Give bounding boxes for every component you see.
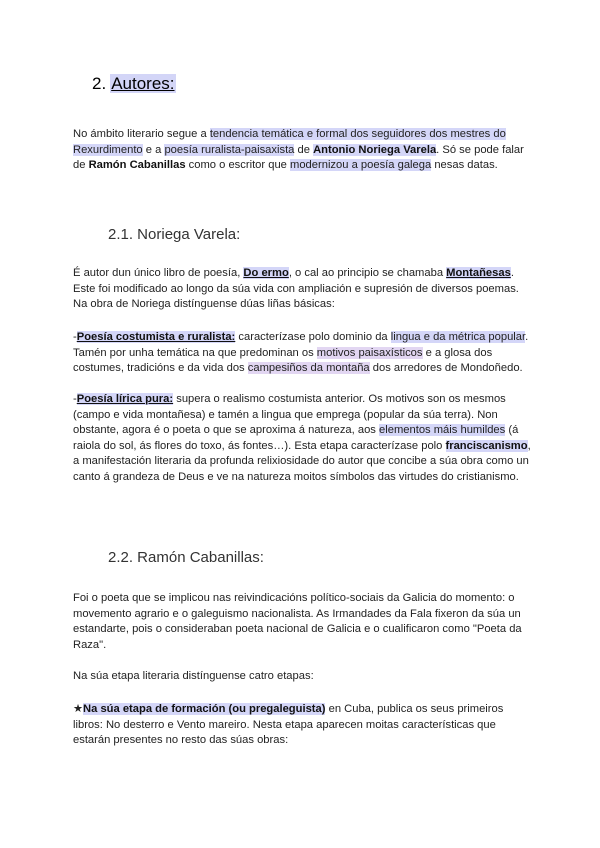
star-icon: ★ xyxy=(73,703,84,715)
text-run: - xyxy=(73,331,77,343)
text-run: en Cuba, publica os seus primeiros libros: No desterro e Vento mareiro. Nesta etapa aparecen moitas características que estarán presentes no resto das súas obras: xyxy=(73,703,504,747)
section-2-heading xyxy=(92,73,176,95)
book-title-montanesas: Montañesas xyxy=(446,267,511,279)
term-poesia-costumista: Poesía costumista e ruralista: xyxy=(76,331,236,343)
term-franciscanismo: franciscanismo xyxy=(445,439,528,452)
highlight: tendencia temática e formal dos seguidores dos mestres do Rexurdimento xyxy=(73,128,506,156)
text-run: nesas datas. xyxy=(431,159,498,172)
highlight: modernizou a poesía galega xyxy=(290,159,432,172)
noriega-paragraph-1 xyxy=(73,266,533,313)
text-run: . Este foi modificado ao longo da súa vida con ampliación e supresión de diversos poemas. Na obra de Noriega distínguense dúas liñas básicas: xyxy=(73,267,519,311)
noriega-paragraph-2 xyxy=(73,330,533,377)
highlight: elementos máis humildes xyxy=(379,424,506,437)
text-run: e a glosa dos costumes, tradicións e da vida dos xyxy=(73,346,493,375)
text-run: . Só se pode falar de xyxy=(73,143,524,172)
cabanillas-paragraph-3 xyxy=(73,702,533,749)
text-run: , o cal ao principio se chamaba xyxy=(288,267,447,279)
text-run: como o escritor que xyxy=(185,159,291,172)
text-run: . Tamén por unha temática na que predominan os xyxy=(73,331,529,359)
text-run: É autor dun único libro de poesía, xyxy=(73,267,244,279)
author-name-cabanillas: Ramón Cabanillas xyxy=(88,159,186,172)
text-run: dos arredores de Mondoñedo. xyxy=(369,362,523,375)
text-run: caracterízase polo dominio da xyxy=(235,331,391,343)
author-name-noriega: Antonio Noriega Varela xyxy=(313,143,437,156)
text-run: , a manifestación literaria da profunda relixiosidade do autor que concibe a súa obra como un canto á grandeza de Deus e ve na natureza moitos símbolos das virtudes do cristianismo. xyxy=(73,439,531,483)
section-2-number: 2. xyxy=(92,74,107,93)
text-run: No ámbito literario segue a xyxy=(73,128,210,140)
text-run: de xyxy=(294,143,314,156)
highlight: motivos paisaxísticos xyxy=(316,346,423,359)
text-run: (á raiola do sol, ás flores do toxo, ás fontes…). Esta etapa caracterízase polo xyxy=(73,424,519,452)
highlight: poesía ruralista-paisaxista xyxy=(164,143,295,156)
term-poesia-lirica: Poesía lírica pura: xyxy=(76,393,174,405)
noriega-paragraph-3 xyxy=(73,392,533,486)
highlight: lingua e da métrica popular xyxy=(390,331,526,343)
intro-paragraph xyxy=(73,127,533,174)
cabanillas-paragraph-2: Na súa etapa literaria distínguense catro etapas: xyxy=(73,670,314,682)
section-2-title: Autores: xyxy=(111,74,175,93)
cabanillas-paragraph-1: Foi o poeta que se implicou nas reivindicacións político-sociais da Galicia do momento: o movemento agrario e o galeguismo nacionalista. As Irmandades da Fala fixeron da súa un estandarte, pois o consideraban poeta nacional de Galicia e o cualificaron como "Poeta da Raza". xyxy=(73,592,522,651)
highlight: campesiños da montaña xyxy=(247,362,370,375)
section-2-1-heading: 2.1. Noriega Varela: xyxy=(108,226,241,243)
section-2-2-heading: 2.2. Ramón Cabanillas: xyxy=(108,549,264,566)
text-run: supera o realismo costumista anterior. Os motivos son os mesmos (campo e vida montañesa) e tamén a lingua que emprega (popular da súa terra). Non obstante, agora é o poeta o que se aproxima á natureza, aos xyxy=(73,393,506,437)
text-run: - xyxy=(73,393,77,405)
text-run: e a xyxy=(142,143,165,156)
book-title-do-ermo: Do ermo xyxy=(243,267,289,279)
term-etapa-formacion: Na súa etapa de formación (ou pregaleguista) xyxy=(83,703,326,715)
